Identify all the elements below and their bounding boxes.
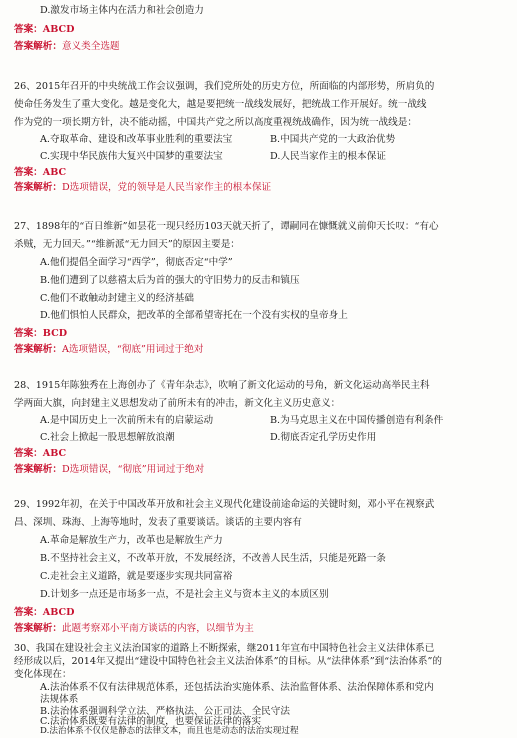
analysis-text: D选项错误，“彻底”用词过于绝对 (61, 464, 205, 475)
q26-option-a: A.夺取革命、建设和改革事业胜利的重要法宝 (40, 134, 233, 145)
analysis-text: D选项错误，党的领导是人民当家作主的根本保证 (61, 182, 272, 193)
q28-stem-1: 28、1915年陈独秀在上海创办了《青年杂志》，吹响了新文化运动的号角，新文化运动高举民主科 (14, 380, 430, 391)
analysis-label: 答案解析： (14, 182, 62, 193)
q30-option-c: C.法治体系既要有法律的制度，也要保证法律的落实 (40, 716, 262, 727)
answer-value: ABC (42, 167, 67, 178)
prev-answer (14, 24, 74, 36)
q27-option-a: A.他们提倡全面学习“西学”，彻底否定“中学” (40, 257, 233, 268)
answer-value: BCD (42, 328, 68, 339)
analysis-text: 此题考察邓小平南方谈话的内容，以细节为主 (61, 623, 254, 634)
q30-stem-3: 变化体现在： (14, 669, 72, 680)
q27-stem-2: 杀贼，无力回天。”“维新派“无力回天”的原因主要是： (14, 239, 240, 250)
q29-answer (14, 607, 74, 619)
analysis-label: 答案解析： (14, 623, 62, 634)
q29-analysis (14, 623, 254, 635)
analysis-label: 答案解析： (14, 344, 62, 355)
analysis-text: A选项错误，“彻底”用词过于绝对 (61, 344, 204, 355)
answer-label: 答案： (14, 328, 43, 339)
q28-option-a: A.是中国历史上一次前所未有的启蒙运动 (40, 415, 214, 426)
q28-option-d: D.彻底否定孔学历史作用 (270, 432, 377, 443)
q30-option-a: A.法治体系不仅有法律规范体系，还包括法治实施体系、法治监督体系、法治保障体系和党内 (40, 682, 434, 693)
q26-answer (14, 167, 66, 179)
q28-answer (14, 448, 66, 460)
answer-label: 答案： (14, 607, 43, 618)
q27-analysis (14, 344, 203, 356)
q27-option-d: D.他们惧怕人民群众，把改革的全部希望寄托在一个没有实权的皇帝身上 (40, 310, 348, 321)
q27-stem-1: 27、1898年的“百日维新”如昙花一现只经历103天就天折了，谭嗣同在慷慨就义前仰天长叹：“有心 (14, 221, 439, 232)
q29-option-a: A.革命是解放生产力，改革也是解放生产力 (40, 535, 223, 546)
answer-label: 答案： (14, 24, 43, 35)
q30-option-b: B.法治体系强调科学立法、严格执法、公正司法、全民守法 (40, 706, 290, 717)
answer-value: ABCD (42, 24, 75, 35)
q30-option-d: D.法治体系不仅仅是静态的法律文本，而且也是动态的法治实现过程 (40, 726, 299, 736)
answer-label: 答案： (14, 448, 43, 459)
q30-option-a-cont: 法规体系 (40, 694, 79, 705)
q26-option-d: D.人民当家作主的根本保证 (270, 151, 386, 162)
q28-option-c: C.社会上掀起一股思想解放浪潮 (40, 432, 175, 443)
analysis-label: 答案解析： (14, 41, 62, 52)
q28-option-b: B.为马克思主义在中国传播创造有利条件 (270, 415, 444, 426)
q27-option-b: B.他们遭到了以慈禧太后为首的强大的守旧势力的反击和镇压 (40, 275, 300, 286)
answer-value: ABCD (42, 607, 75, 618)
analysis-text: 意义类全选题 (61, 41, 120, 52)
q29-option-b: B.不坚持社会主义，不改革开放，不发展经济，不改善人民生活，只能是死路一条 (40, 553, 386, 564)
prev-analysis (14, 41, 120, 53)
q29-stem-1: 29、1992年初，在关于中国改革开放和社会主义现代化建设前途命运的关键时刻，邓小平在视察武 (14, 499, 435, 510)
q27-option-c: C.他们不敢触动封建主义的经济基础 (40, 293, 194, 304)
q29-stem-2: 昌、深圳、珠海、上海等地时，发表了重要谈话。谈话的主要内容有 (14, 517, 302, 528)
q26-analysis (14, 182, 271, 194)
answer-label: 答案： (14, 167, 43, 178)
q26-option-c: C.实现中华民族伟大复兴中国梦的重要法宝 (40, 151, 223, 162)
analysis-label: 答案解析： (14, 464, 62, 475)
q26-stem-2: 使命任务发生了重大变化。越是变化大，越是要把统一战线发展好，把统战工作开展好。统一战线 (14, 99, 427, 110)
q27-answer (14, 328, 67, 340)
q26-stem-3: 作为党的一项长期方针，决不能动摇，中国共产党之所以高度重视统战确作，因为统一战线是： (14, 117, 417, 128)
prev-option-d: D.激发市场主体内在活力和社会创造力 (40, 5, 204, 16)
q30-stem-2: 经形成以后，2014年又提出“建设中国特色社会主义法治体系”的目标。从“法律体系”到“法治体系”的 (14, 656, 442, 667)
q26-stem-1: 26、2015年召开的中央统战工作会议强调，我们党所处的历史方位，所面临的内部形势，所肩负的 (14, 81, 435, 92)
q29-option-d: D.计划多一点还是市场多一点，不是社会主义与资本主义的本质区别 (40, 589, 329, 600)
q26-option-b: B.中国共产党的一大政治优势 (270, 134, 396, 145)
q28-analysis (14, 464, 204, 476)
q29-option-c: C.走社会主义道路，就是要逐步实现共同富裕 (40, 571, 233, 582)
q28-stem-2: 学两面大旗，向封建主义思想发动了前所未有的冲击，新文化主义历史意义： (14, 398, 341, 409)
q30-stem-1: 30、我国在建设社会主义法治国家的道路上不断探索，继2011年宣布中国特色社会主义法律体系已 (14, 643, 435, 654)
answer-value: ABC (42, 448, 67, 459)
